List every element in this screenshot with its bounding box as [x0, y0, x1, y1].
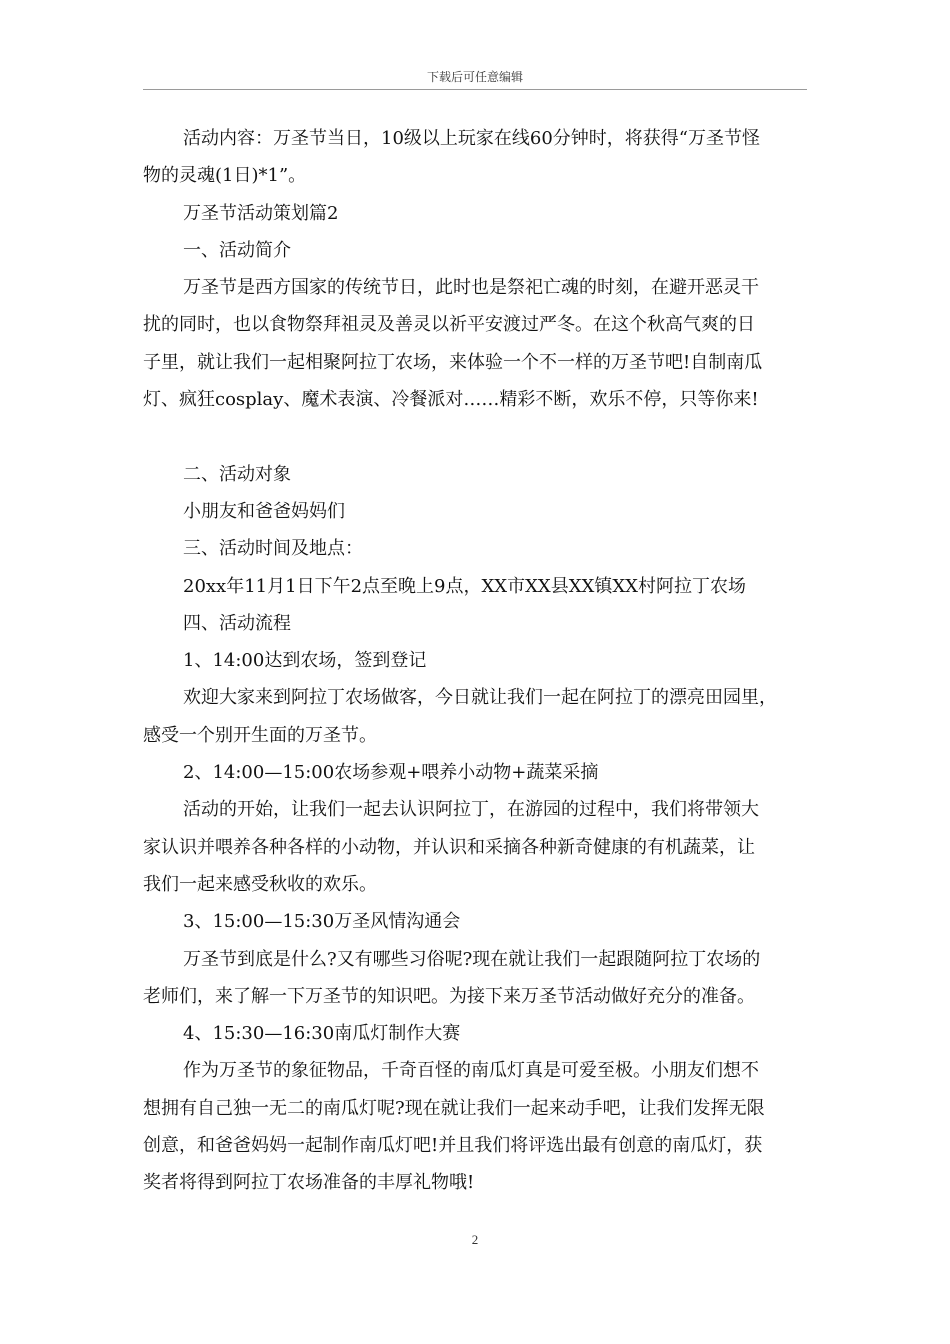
- text-line: 家认识并喂养各种各样的小动物，并认识和采摘各种新奇健康的有机蔬菜，让: [143, 836, 755, 858]
- text-line: 作为万圣节的象征物品，千奇百怪的南瓜灯真是可爱至极。小朋友们想不: [183, 1060, 759, 1082]
- page-header: 下载后可任意编辑: [426, 70, 523, 84]
- text-line: 万圣节活动策划篇2: [183, 202, 339, 224]
- text-line: 三、活动时间及地点：: [183, 538, 363, 560]
- text-line: 20xx年11月1日下午2点至晚上9点，XX市XX县XX镇XX村阿拉丁农场: [183, 575, 746, 597]
- text-line: 1、14:00达到农场，签到登记: [183, 650, 427, 672]
- text-line: 活动内容：万圣节当日，10级以上玩家在线60分钟时，将获得“万圣节怪: [183, 128, 761, 149]
- document-body: [143, 120, 813, 1202]
- text-line: 2、14:00—15:00农场参观+喂养小动物+蔬菜采摘: [183, 762, 599, 784]
- text-line: 想拥有自己独一无二的南瓜灯呢?现在就让我们一起来动手吧，让我们发挥无限: [143, 1097, 765, 1119]
- text-line: 万圣节到底是什么?又有哪些习俗呢?现在就让我们一起跟随阿拉丁农场的: [183, 948, 761, 970]
- text-line: 四、活动流程: [183, 612, 291, 634]
- text-line: 我们一起来感受秋收的欢乐。: [143, 873, 377, 895]
- text-line: 4、15:30—16:30南瓜灯制作大赛: [183, 1023, 461, 1045]
- text-line: 二、活动对象: [183, 463, 291, 485]
- text-line: 小朋友和爸爸妈妈们: [183, 500, 345, 522]
- header-divider: [143, 89, 807, 90]
- text-line: 灯、疯狂cosplay、魔术表演、冷餐派对……精彩不断，欢乐不停，只等你来!: [143, 389, 759, 411]
- text-line: 扰的同时，也以食物祭拜祖灵及善灵以祈平安渡过严冬。在这个秋高气爽的日: [143, 314, 755, 336]
- text-line: 感受一个别开生面的万圣节。: [143, 724, 377, 746]
- text-line: 活动的开始，让我们一起去认识阿拉丁，在游园的过程中，我们将带领大: [183, 799, 759, 821]
- text-line: 老师们，来了解一下万圣节的知识吧。为接下来万圣节活动做好充分的准备。: [143, 985, 755, 1007]
- text-line: 子里，就让我们一起相聚阿拉丁农场，来体验一个不一样的万圣节吧!自制南瓜: [143, 351, 763, 373]
- text-line: 创意，和爸爸妈妈一起制作南瓜灯吧!并且我们将评选出最有创意的南瓜灯，获: [143, 1135, 763, 1157]
- text-line: 3、15:00—15:30万圣风情沟通会: [183, 911, 461, 933]
- text-line: 欢迎大家来到阿拉丁农场做客，今日就让我们一起在阿拉丁的漂亮田园里，: [183, 687, 777, 709]
- text-line: 奖者将得到阿拉丁农场准备的丰厚礼物哦!: [143, 1172, 475, 1194]
- text-line: 一、活动简介: [183, 239, 291, 261]
- page-number: 2: [471, 1232, 479, 1247]
- blank-line: [143, 418, 813, 455]
- text-line: 万圣节是西方国家的传统节日，此时也是祭祀亡魂的时刻，在避开恶灵干: [183, 277, 759, 299]
- text-line: 物的灵魂(1日)*1”。: [143, 165, 307, 187]
